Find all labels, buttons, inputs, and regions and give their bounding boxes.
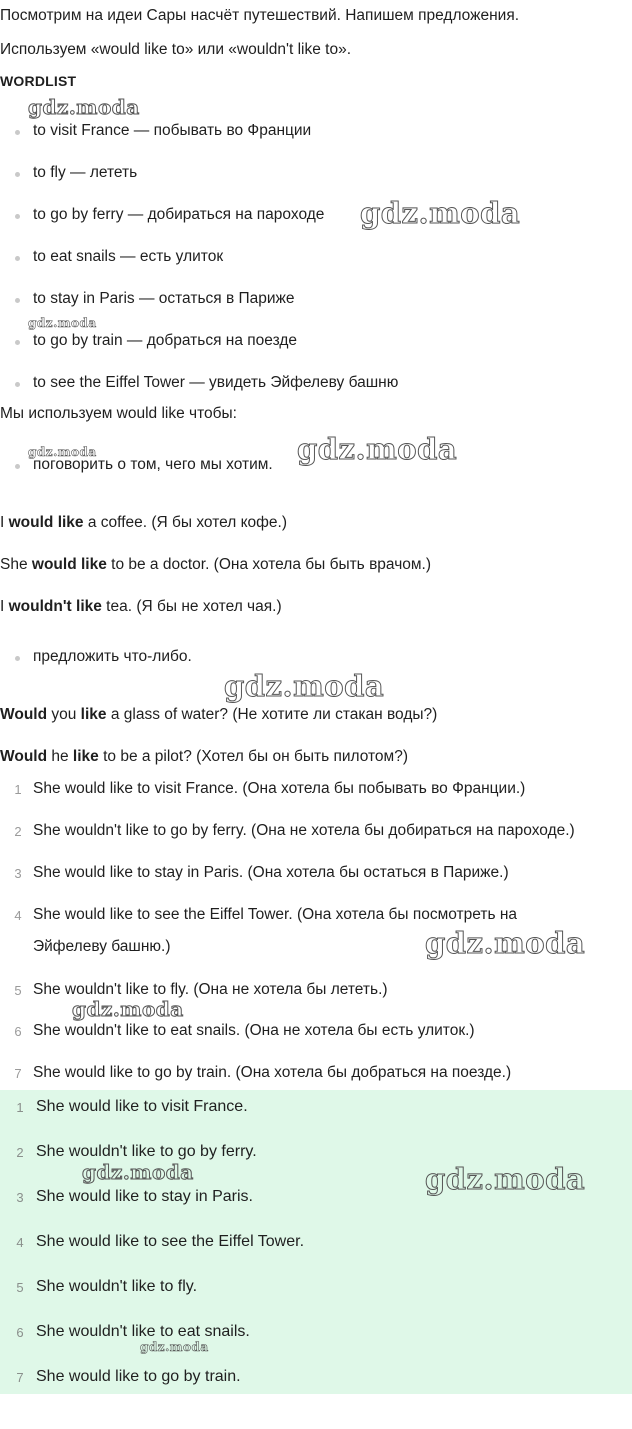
usage-point-2: предложить что-либо. [33, 648, 192, 665]
answer-number: 4 [16, 1235, 24, 1250]
bullet-icon [15, 382, 20, 387]
answer-item: She would like to stay in Paris. [36, 1188, 253, 1205]
translation-item: She wouldn't like to eat snails. (Она не хотела бы есть улиток.) [33, 1022, 475, 1039]
bullet-icon [15, 656, 20, 661]
example-question: Would you like a glass of water? (Не хотите ли стакан воды?) [0, 706, 438, 723]
answer-item: She would like to go by train. [36, 1368, 241, 1385]
answer-item: She wouldn't like to fly. [36, 1278, 198, 1295]
wordlist-item: to eat snails — есть улиток [33, 248, 224, 265]
intro-line-2: Используем «would like to» или «wouldn't like to». [0, 41, 352, 58]
bullet-icon [15, 298, 20, 303]
answer-number: 3 [16, 1190, 24, 1205]
answer-item: She wouldn't like to eat snails. [36, 1323, 250, 1340]
usage-heading: Мы используем would like чтобы: [0, 405, 237, 422]
translation-item-continuation: Эйфелеву башню.) [33, 938, 171, 955]
list-number: 7 [14, 1066, 22, 1081]
bullet-icon [15, 130, 20, 135]
translation-item: She would like to go by train. (Она хотела бы добраться на поезде.) [33, 1064, 512, 1081]
answer-item: She would like to see the Eiffel Tower. [36, 1233, 305, 1250]
translation-item: She wouldn't like to go by ferry. (Она не хотела бы добираться на пароходе.) [33, 822, 575, 839]
bullet-icon [15, 464, 20, 469]
wordlist-item: to stay in Paris — остаться в Париже [33, 290, 295, 307]
watermark: gdz.moda [28, 445, 97, 459]
answer-number: 1 [16, 1100, 24, 1115]
answer-number: 2 [16, 1145, 24, 1160]
bullet-icon [15, 214, 20, 219]
watermark: gdz.moda [297, 432, 458, 466]
list-number: 2 [14, 824, 22, 839]
translation-item: She would like to stay in Paris. (Она хотела бы остаться в Париже.) [33, 864, 509, 881]
translation-item: She would like to see the Eiffel Tower. (Она хотела бы посмотреть на [33, 906, 518, 923]
bullet-icon [15, 256, 20, 261]
watermark: gdz.moda [425, 926, 586, 960]
bullet-icon [15, 172, 20, 177]
list-number: 3 [14, 866, 22, 881]
wordlist-item: to see the Eiffel Tower — увидеть Эйфелеву башню [33, 374, 399, 391]
wordlist-item: to visit France — побывать во Франции [33, 122, 312, 139]
answer-item: She wouldn't like to go by ferry. [36, 1143, 257, 1160]
watermark: gdz.moda [360, 196, 521, 230]
answer-block [0, 1090, 632, 1394]
wordlist-item: to go by ferry — добираться на пароходе [33, 206, 325, 223]
answer-number: 5 [16, 1280, 24, 1295]
translation-item: She would like to visit France. (Она хотела бы побывать во Франции.) [33, 780, 526, 797]
wordlist-heading: WORDLIST [0, 73, 77, 89]
example-question: Would he like to be a pilot? (Хотел бы он быть пилотом?) [0, 748, 408, 765]
list-number: 6 [14, 1024, 22, 1039]
wordlist-item: to fly — лететь [33, 164, 138, 181]
usage-point-1: поговорить о том, чего мы хотим. [33, 456, 273, 473]
answer-number: 6 [16, 1325, 24, 1340]
list-number: 4 [14, 908, 22, 923]
watermark: gdz.moda [224, 669, 385, 703]
list-number: 1 [14, 782, 22, 797]
answer-number: 7 [16, 1370, 24, 1385]
watermark: gdz.moda [28, 316, 97, 330]
answer-item: She would like to visit France. [36, 1098, 248, 1115]
intro-line-1: Посмотрим на идеи Сары насчёт путешествий. Напишем предложения. [0, 7, 520, 24]
bullet-icon [15, 340, 20, 345]
example-sentence: I wouldn't like tea. (Я бы не хотел чая.) [0, 598, 282, 615]
wordlist-item: to go by train — добраться на поезде [33, 332, 297, 349]
list-number: 5 [14, 983, 22, 998]
example-sentence: I would like a coffee. (Я бы хотел кофе.) [0, 514, 287, 531]
watermark: gdz.moda [72, 997, 184, 1021]
example-sentence: She would like to be a doctor. (Она хотела бы быть врачом.) [0, 556, 432, 573]
translation-item: She wouldn't like to fly. (Она не хотела бы лететь.) [33, 981, 388, 998]
watermark: gdz.moda [28, 95, 140, 119]
